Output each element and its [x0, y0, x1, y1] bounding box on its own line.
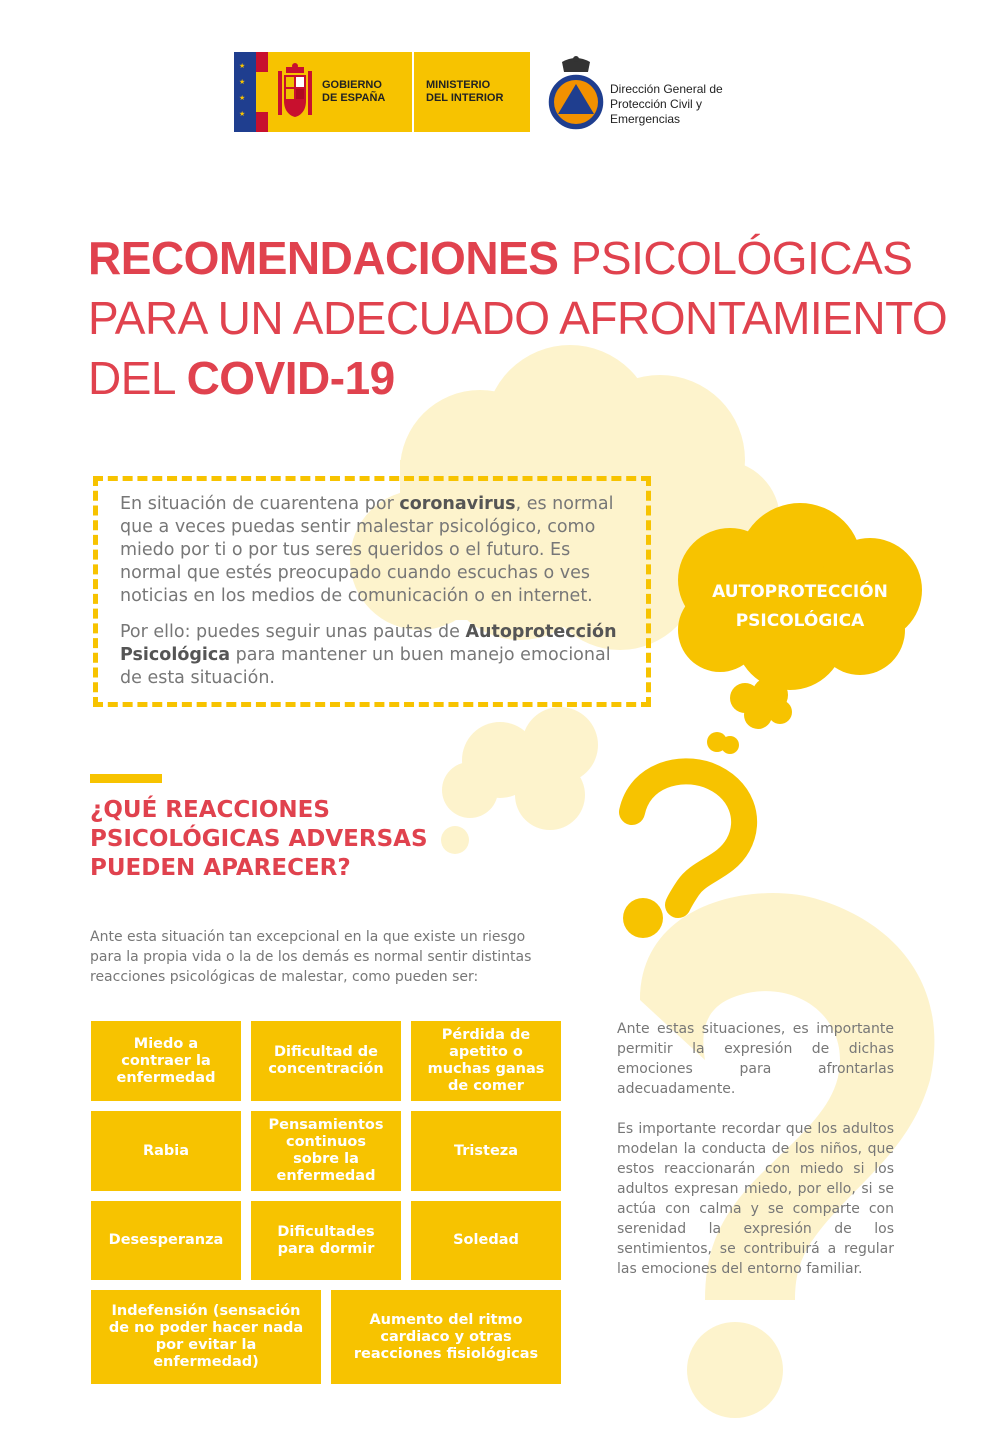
reaction-tile-concentracion: Dificultad de concentración: [251, 1021, 401, 1101]
side-text: [617, 1019, 894, 1299]
gobierno-text: GOBIERNO DE ESPAÑA: [322, 79, 386, 104]
reaction-tile-dormir: Dificultades para dormir: [251, 1201, 401, 1280]
reaction-tile-apetito: Pérdida de apetito o muchas ganas de comer: [411, 1021, 561, 1101]
eu-flag-strip: ★ ★ ★ ★: [234, 52, 256, 132]
section-accent-bar: [90, 774, 162, 783]
autoproteccion-label: AUTOPROTECCIÓN PSICOLÓGICA: [712, 582, 888, 631]
question-mark-icon: [632, 771, 744, 905]
reaction-tile-tristeza: Tristeza: [411, 1111, 561, 1191]
proteccion-civil-text: Dirección General de Protección Civil y Emergencias: [610, 82, 723, 126]
intro-paragraph-2: Por ello: puedes seguir unas pautas de Autoprotección Psicológica para mantener un buen manejo emocional de esta situación.: [120, 622, 617, 688]
gobierno-logo: [234, 52, 530, 132]
section-lead-text: Ante esta situación tan excepcional en la que existe un riesgo para la propia vida o la de los demás es normal sentir distintas reacciones psicológicas de malestar, como pueden ser:: [90, 929, 532, 985]
reaction-tile-desesperanza: Desesperanza: [91, 1201, 241, 1280]
side-paragraph-1: Ante estas situaciones, es importante permitir la expresión de dichas emociones para afrontarlas adecuadamente.: [617, 1021, 894, 1097]
reaction-tile-miedo: Miedo a contraer la enfermedad: [91, 1021, 241, 1101]
spain-flag-strip: [256, 52, 268, 132]
reaction-tile-indefension: Indefensión (sensación de no poder hacer nada por evitar la enfermedad): [91, 1290, 321, 1384]
intro-paragraph-1: En situación de cuarentena por coronavirus, es normal que a veces puedas sentir malestar psicológico, como miedo por ti o por tus seres queridos o el futuro. Es normal que estés preocupado cuando escuchas o ves noticias en los medios de comunicación o en internet.: [120, 494, 614, 606]
spain-coat-of-arms-icon: [274, 61, 316, 123]
reaction-tile-pensamientos: Pensamientos continuos sobre la enfermedad: [251, 1111, 401, 1191]
ministerio-text: MINISTERIO DEL INTERIOR: [426, 79, 504, 104]
reaction-tile-soledad: Soledad: [411, 1201, 561, 1280]
page-title: RECOMENDACIONES PSICOLÓGICAS PARA UN ADECUADO AFRONTAMIENTO DEL COVID-19: [88, 232, 948, 404]
section-title: ¿QUÉ REACCIONES PSICOLÓGICAS ADVERSAS PUEDEN APARECER?: [90, 797, 428, 881]
side-paragraph-2: Es importante recordar que los adultos modelan la conducta de los niños, que estos reaccionarán con miedo si los adultos expresan miedo, por ello, si se actúa con calma y se comparte con serenidad la expresión de los sentimientos, se contribuirá a regular las emociones del entorno familiar.: [617, 1121, 894, 1277]
pale-cloud-small: [441, 707, 598, 854]
intro-box: [93, 476, 651, 707]
reaction-tile-ritmo-cardiaco: Aumento del ritmo cardiaco y otras reacciones fisiológicas: [331, 1290, 561, 1384]
civil-protection-emblem-icon: [546, 54, 606, 134]
reaction-tile-rabia: Rabia: [91, 1111, 241, 1191]
